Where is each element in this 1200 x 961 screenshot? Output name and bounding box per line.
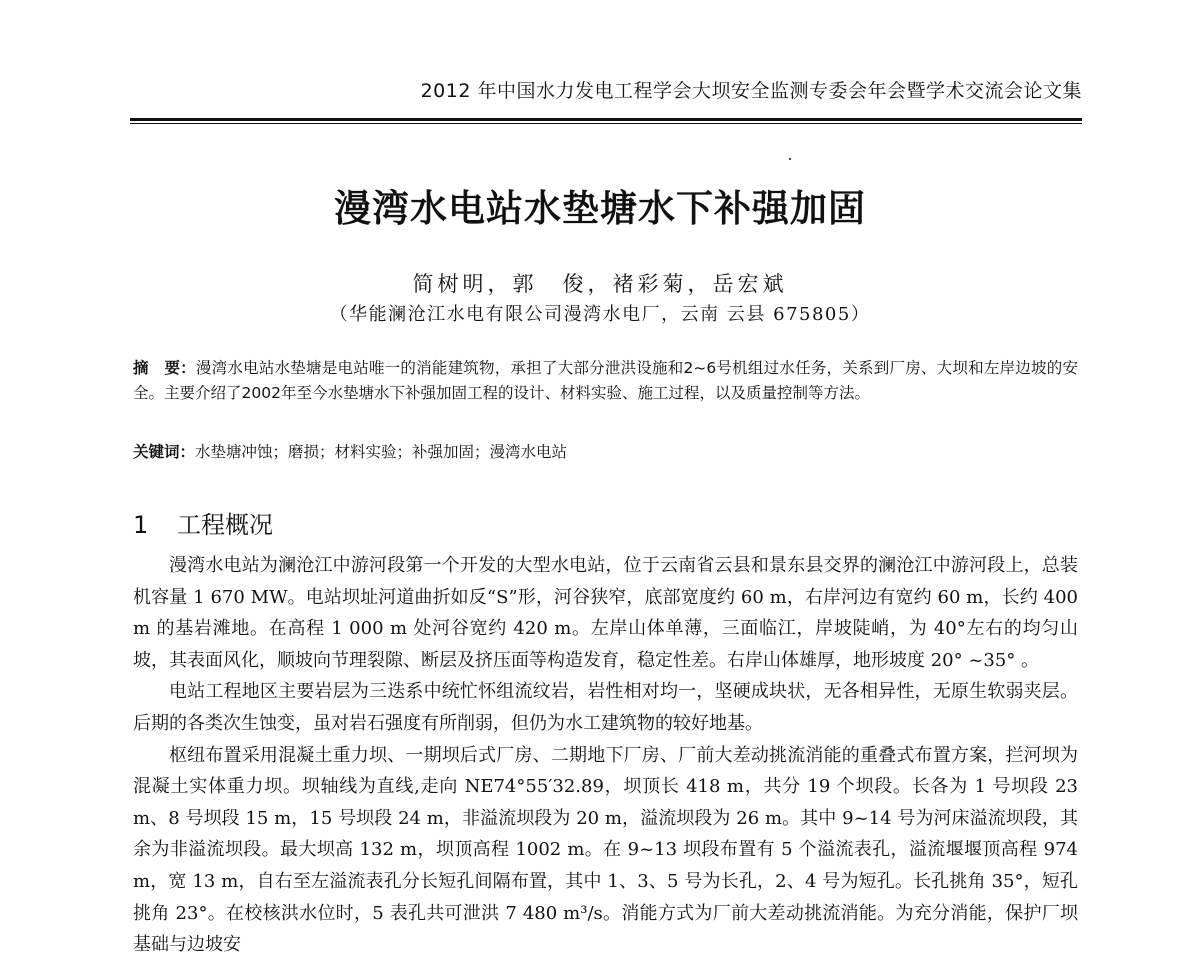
keywords-label: 关键词： [133, 443, 196, 461]
paper-title: 漫湾水电站水垫塘水下补强加固 [334, 186, 866, 230]
abstract-text: 漫湾水电站水垫塘是电站唯一的消能建筑物，承担了大部分泄洪设施和2~6号机组过水任务，关系到厂房、大坝和左岸边坡的安全。主要介绍了2002年至今水垫塘水下补强加固工程的设计、材料实验、施工过程，以及质量控制等方法。 [133, 359, 1078, 402]
header-rule-thin [130, 123, 1082, 124]
keywords-text: 水垫塘冲蚀；磨损；材料实验；补强加固；漫湾水电站 [195, 443, 568, 461]
header-rule-thick [130, 118, 1082, 121]
section-heading [133, 505, 273, 540]
scan-speck [789, 158, 791, 160]
body-paragraph: 枢纽布置采用混凝土重力坝、一期坝后式厂房、二期地下厂房、厂前大差动挑流消能的重叠式布置方案，拦河坝为混凝土实体重力坝。坝轴线为直线,走向 NE74°55′32.89，坝顶长 418 m，共分 19 个坝段。长各为 1 号坝段 23 m、8 号坝段 15 m，15 号坝段 24 m，非溢流坝段为 20 m，溢流坝段为 26 m。其中 9~14 号为河床溢流坝段，其余为非溢流坝段。最大坝高 132 m，坝顶高程 1002 m。在 9~13 坝段布置有 5 个溢流表孔，溢流堰堰顶高程 974 m，宽 13 m，自右至左溢流表孔分长短孔间隔布置，其中 1、3、5 号为长孔，2、4 号为短孔。长孔挑角 35°，短孔挑角 23°。在校核洪水位时，5 表孔共可泄洪 7 480 m³/s。消能方式为厂前大差动挑流消能。为充分消能，保护厂坝基础与边坡安 [133, 744, 1078, 956]
paper-affiliation: （华能澜沧江水电有限公司漫湾水电厂，云南 云县 675805） [329, 304, 871, 325]
body-paragraph: 漫湾水电站为澜沧江中游河段第一个开发的大型水电站，位于云南省云县和景东县交界的澜沧江中游河段上，总装机容量 1 670 MW。电站坝址河道曲折如反“S”形，河谷狭窄，底部宽度约 60 m，右岸河边有宽约 60 m，长约 400 m 的基岩滩地。在高程 1 000 m 处河谷宽约 420 m。左岸山体单薄，三面临江，岸坡陡峭，为 40°左右的均匀山坡，其表面风化，顺坡向节理裂隙、断层及挤压面等构造发育，稳定性差。右岸山体雄厚，地形坡度 20° ~35° 。 [133, 555, 1078, 671]
section-body [133, 550, 1078, 961]
abstract [133, 356, 1078, 406]
running-header: 2012 年中国水力发电工程学会大坝安全监测专委会年会暨学术交流会论文集 [420, 80, 1082, 102]
body-paragraph: 电站工程地区主要岩层为三迭系中统忙怀组流纹岩，岩性相对均一，坚硬成块状，无各相异性，无原生软弱夹层。后期的各类次生蚀变，虽对岩石强度有所削弱，但仍为水工建筑物的较好地基。 [133, 681, 1078, 734]
section-number: 1 [133, 511, 149, 539]
abstract-label: 摘 要： [133, 359, 196, 377]
keywords [133, 440, 1078, 465]
section-title: 工程概况 [177, 511, 273, 539]
paper-authors: 简树明，郭 俊，褚彩菊，岳宏斌 [412, 272, 788, 296]
